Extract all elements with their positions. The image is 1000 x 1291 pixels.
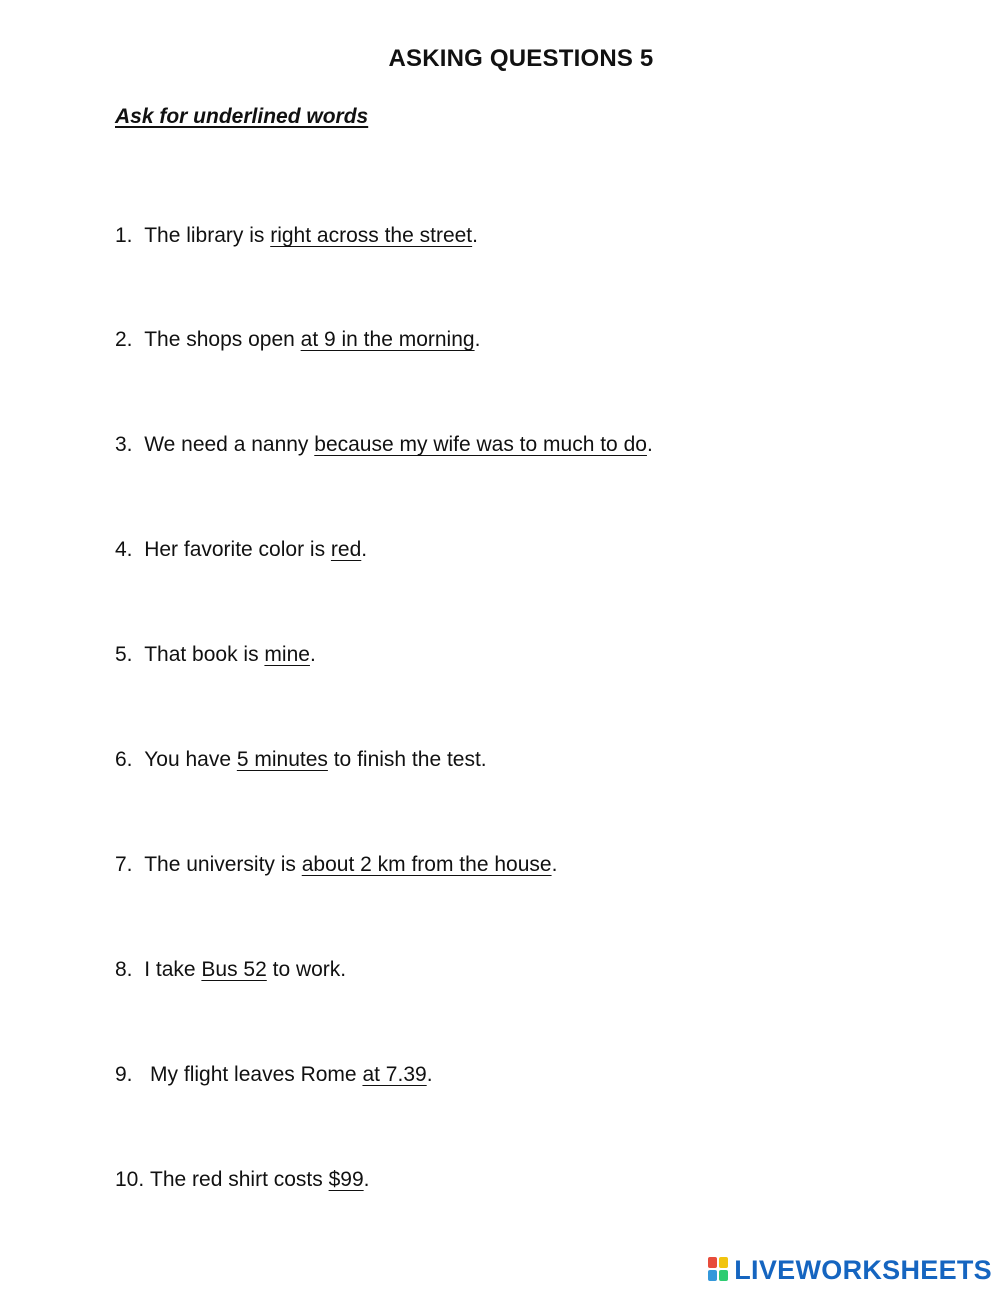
question-underlined-phrase: Bus 52 xyxy=(201,958,267,981)
question-number: 3. xyxy=(115,433,145,456)
question-underlined-phrase: 5 minutes xyxy=(236,748,328,771)
question-item xyxy=(115,433,653,457)
question-text-after: . xyxy=(363,1168,370,1191)
question-text-after: to work. xyxy=(266,958,347,981)
liveworksheets-brand xyxy=(708,1255,992,1285)
question-item xyxy=(115,643,316,667)
question-text-after: . xyxy=(646,433,653,456)
question-text-after: . xyxy=(551,853,558,876)
question-number: 4. xyxy=(115,538,145,561)
question-item xyxy=(115,853,557,877)
question-underlined-phrase: $99 xyxy=(328,1168,364,1191)
question-text-before: Her favorite color is xyxy=(144,538,331,561)
question-underlined-phrase: right across the street xyxy=(270,224,473,247)
question-text-before: You have xyxy=(144,748,237,771)
question-number: 1. xyxy=(115,224,145,247)
question-text-before: That book is xyxy=(144,643,265,666)
liveworksheets-logo-icon xyxy=(708,1257,730,1283)
question-underlined-phrase: at 7.39 xyxy=(362,1063,427,1086)
question-text-after: . xyxy=(474,328,481,351)
question-text-before: The university is xyxy=(144,853,302,876)
question-item xyxy=(115,1168,369,1192)
question-number: 8. xyxy=(115,958,145,981)
question-text-after: . xyxy=(472,224,478,247)
question-number: 5. xyxy=(115,643,145,666)
question-item xyxy=(115,1063,433,1087)
question-number: 10. xyxy=(115,1168,151,1191)
question-item xyxy=(115,538,367,562)
question-item xyxy=(115,328,480,352)
question-underlined-phrase: red xyxy=(330,538,362,561)
question-text-after: . xyxy=(309,643,316,666)
brand-name: LIVEWORKSHEETS xyxy=(734,1254,992,1285)
question-number: 7. xyxy=(115,853,145,876)
question-underlined-phrase: because my wife was to much to do xyxy=(314,433,647,456)
question-text-after: . xyxy=(361,538,368,561)
question-item xyxy=(115,224,478,248)
question-text-before: We need a nanny xyxy=(144,433,315,456)
question-text-before: The library is xyxy=(144,224,271,247)
question-item xyxy=(115,958,346,982)
question-list xyxy=(115,0,935,1291)
question-text-after: to finish the test. xyxy=(327,748,487,771)
question-number: 2. xyxy=(115,328,145,351)
worksheet-instruction: Ask for underlined words xyxy=(115,105,369,128)
question-underlined-phrase: mine xyxy=(264,643,310,666)
question-number: 6. xyxy=(115,748,145,771)
question-text-after: . xyxy=(426,1063,433,1086)
worksheet-title: ASKING QUESTIONS 5 xyxy=(388,45,654,72)
question-underlined-phrase: at 9 in the morning xyxy=(300,328,475,351)
question-number: 9. xyxy=(115,1063,151,1086)
question-item xyxy=(115,748,487,772)
question-text-before: The shops open xyxy=(144,328,301,351)
question-text-before: My flight leaves Rome xyxy=(150,1063,363,1086)
question-underlined-phrase: about 2 km from the house xyxy=(301,853,552,876)
question-text-before: I take xyxy=(144,958,202,981)
question-text-before: The red shirt costs xyxy=(150,1168,329,1191)
